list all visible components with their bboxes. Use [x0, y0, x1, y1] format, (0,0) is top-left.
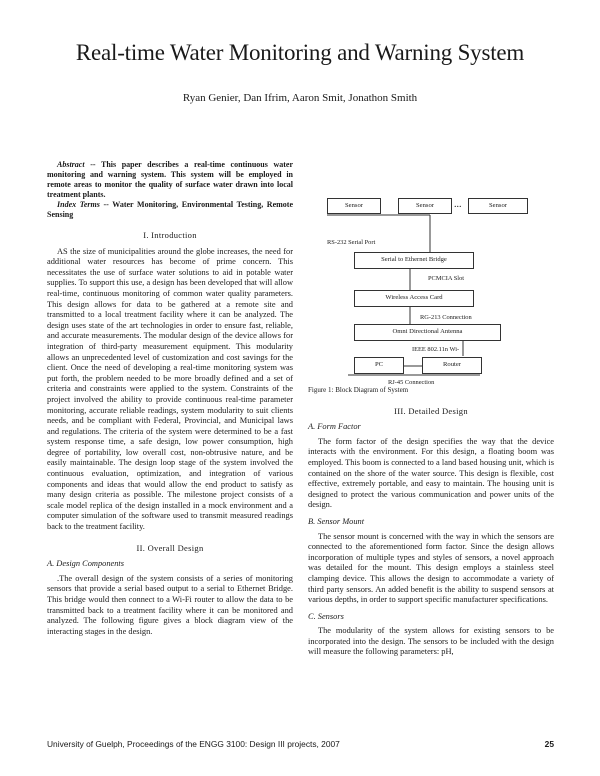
abstract — [47, 160, 293, 200]
section-heading-introduction: I. Introduction — [143, 230, 197, 240]
block-diagram — [308, 166, 554, 386]
pc-box: PC — [354, 357, 404, 374]
sensor-box-1: Sensor — [327, 198, 381, 214]
subsection-heading-design-components: A. Design Components — [47, 559, 124, 569]
design-components-paragraph: .The overall design of the system consists of a series of monitoring sensors that provide a serial based output to a serial to Ethernet Bridge. This bridge would then connect to a Wi-Fi router to allow the data to be transmitted back to a treatment facility where it can be monitored and analyzed. The following figure gives a block diagram view of the interacting stages in the design. — [47, 573, 293, 636]
sensor-box-2: Sensor — [398, 198, 452, 214]
sensor-box-3: Sensor — [468, 198, 528, 214]
section-heading-detailed-design: III. Detailed Design — [394, 405, 468, 416]
section-heading-overall-design: II. Overall Design — [136, 542, 204, 553]
sensor-mount-paragraph: The sensor mount is concerned with the way in which the sensors are connected to the aforementioned form factor. Since the design allows incorporation of multiple types and styles of sensors, a novel approach was detailed for the mount. This design employs a stainless steel clamping device. This allows the design to accommodate a variety of third party sensors. An added benefit is the ability to suspend sensors at various depths, in order to support specific manufacturer specifications. — [308, 531, 554, 605]
index-terms-label: Index Terms — [57, 200, 100, 209]
abstract-label: Abstract — [57, 160, 85, 169]
subsection-heading-sensors: C. Sensors — [308, 611, 344, 621]
index-terms-text: -- Water Monitoring, Environmental Testing, Remote Sensing — [47, 200, 294, 219]
router-box: Router — [422, 357, 482, 374]
pcmcia-label: PCMCIA Slot — [428, 275, 465, 282]
rj45-label: RJ-45 Connection — [388, 379, 435, 386]
antenna-box: Omni Directional Antenna — [354, 324, 501, 341]
paper-title: Real-time Water Monitoring and Warning System — [75, 40, 525, 65]
introduction-paragraph: AS the size of municipalities around the globe increases, the need for additional water resources has become of prime concern. This necessitates the use of surface water solutions to aid in potable water supplies. To support this use, a design has been developed that will allow real-time, continuous monitoring of common water quality parameters. This design allows for data to be gathered at a remote site and transmitted to a local treatment facility where it can be analyzed. The design uses state of the art technologies in order to ensure fast, reliable, and accurate measurements. The modular design of the device allows for integration of third-party measurement equipment. This modularity allows an unprecedented level of customization and cost savings for the client. Once the need of developing a real-time monitoring system was put forth, the problem needed to be more broadly defined and a set of criteria and constraints were applied to the system. Constraints of the project involved the ability to provide continuous real-time parameter monitoring, accurate reliable readings, system modularity to suit clients needs, and be compliant with Federal, Provincial, and Municipal laws and regulations. The criteria of the system were determined to be a fast system response time, a safe design, low power consumption, high degree of portability, low overall cost, non-obtrusive nature, and be easily maintainable. The design loop stage of the system involved the continuous evaluation, optimization, and integration of various components and ideas that would allow the end product to satisfy as many design criteria as possible. The milestone project consists of a scale model replica of the design installed in a mock environment and a computer simulation of the software used to transmit measured readings back to the treatment facility. — [47, 246, 293, 532]
subsection-heading-form-factor: A. Form Factor — [308, 422, 361, 432]
rs232-label: RS-232 Serial Port — [327, 239, 376, 246]
author-list: Ryan Genier, Dan Ifrim, Aaron Smit, Jonathon Smith — [182, 92, 418, 104]
index-terms — [47, 200, 293, 220]
subsection-heading-sensor-mount: B. Sensor Mount — [308, 516, 365, 526]
footer-citation: University of Guelph, Proceedings of the ENGG 3100: Design III projects, 2007 — [47, 739, 340, 749]
form-factor-paragraph: The form factor of the design specifies the way that the device interacts with the environment. For this design, a floating boom was employed. This boom is connected to a land based housing unit, which is contained on the shore of the water source. This design is flexible, cost effective, extremely portable, and easy to maintain. The housing unit is designed to protect the various communication and power units of the design. — [308, 436, 554, 510]
page-number: 25 — [544, 739, 554, 749]
sensors-paragraph: The modularity of the system allows for existing sensors to be incorporated into the design. The sensors to be included with the design will measure the following parameters: pH, — [308, 626, 554, 657]
right-column — [308, 160, 554, 658]
left-column — [47, 160, 293, 637]
rg213-label: RG-213 Connection — [420, 314, 472, 321]
wireless-card-box: Wireless Access Card — [354, 290, 474, 307]
page-footer — [47, 739, 554, 749]
abstract-text: -- This paper describes a real-time continuous water monitoring and warning system. This system will be employed in remote areas to monitor the quality of surface water drawn into local treatment plants. — [47, 160, 294, 199]
bridge-box: Serial to Ethernet Bridge — [354, 252, 474, 269]
sensor-ellipsis: ... — [454, 199, 462, 210]
figure-caption: Figure 1: Block Diagram of System — [308, 386, 409, 394]
ieee-label: IEEE 802.11n Wi- — [412, 346, 460, 353]
